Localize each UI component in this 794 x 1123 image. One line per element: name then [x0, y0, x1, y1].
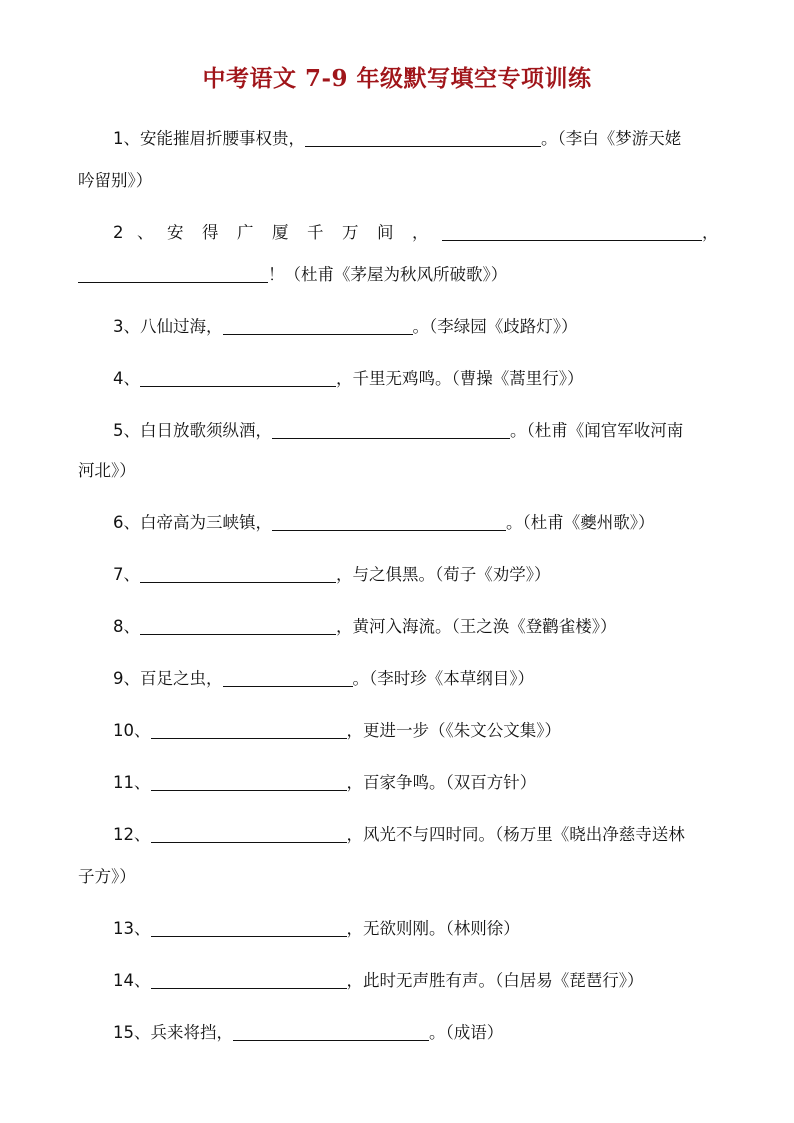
prompt-char: 、	[137, 223, 154, 242]
question-number: 12、	[113, 825, 151, 844]
question-number: 3、	[113, 317, 140, 336]
question-1-continuation: 吟留别》）	[78, 171, 153, 190]
answer-blank[interactable]	[140, 566, 336, 583]
question-prompt: 白日放歌须纵酒，	[140, 421, 272, 440]
question-number: 15、	[113, 1023, 151, 1042]
answer-blank[interactable]	[78, 266, 268, 283]
question-source: ！（杜甫《茅屋为秋风所破歌》）	[268, 265, 508, 284]
question-prompt: 八仙过海，	[140, 317, 223, 336]
answer-blank[interactable]	[151, 972, 347, 989]
prompt-char: 千	[307, 223, 324, 242]
question-source: ，此时无声胜有声。（白居易《琵琶行》）	[346, 971, 644, 990]
prompt-char: 间	[377, 223, 394, 242]
question-number: 4、	[113, 369, 140, 388]
question-3	[113, 316, 578, 338]
question-number: 9、	[113, 669, 140, 688]
question-15	[113, 1022, 503, 1044]
question-source: ，千里无鸡鸣。（曹操《蒿里行》）	[336, 369, 584, 388]
question-number: 10、	[113, 721, 151, 740]
question-number: 5、	[113, 421, 140, 440]
question-8	[113, 616, 617, 638]
prompt-char: 安	[167, 223, 184, 242]
question-prompt: 白帝高为三峡镇，	[140, 513, 272, 532]
question-prompt: 安能摧眉折腰事权贵，	[140, 129, 305, 148]
question-4	[113, 368, 584, 390]
question-punct: ，	[702, 223, 719, 242]
question-source: 。（李白《梦游天姥	[541, 129, 682, 148]
question-2-continuation	[78, 264, 507, 286]
question-source: 。（李绿园《歧路灯》）	[412, 317, 578, 336]
question-9	[113, 668, 534, 690]
question-source: 。（杜甫《夔州歌》）	[506, 513, 655, 532]
answer-blank[interactable]	[151, 722, 347, 739]
question-10	[113, 720, 561, 742]
prompt-char: 厦	[272, 223, 289, 242]
question-14	[113, 970, 644, 992]
answer-blank[interactable]	[233, 1024, 429, 1041]
question-5	[113, 420, 683, 442]
question-source: ，与之俱黑。（荀子《劝学》）	[336, 565, 551, 584]
question-13	[113, 918, 520, 940]
answer-blank[interactable]	[223, 670, 353, 687]
answer-blank[interactable]	[272, 422, 510, 439]
answer-blank[interactable]	[140, 370, 336, 387]
question-number: 8、	[113, 617, 140, 636]
question-11	[113, 772, 536, 794]
answer-blank[interactable]	[272, 514, 506, 531]
question-number: 7、	[113, 565, 140, 584]
question-source: ，百家争鸣。（双百方针）	[346, 773, 537, 792]
prompt-char: 广	[237, 223, 254, 242]
question-number: 11、	[113, 773, 151, 792]
answer-blank[interactable]	[151, 920, 347, 937]
answer-blank[interactable]	[151, 826, 347, 843]
prompt-char: 得	[202, 223, 219, 242]
question-number: 6、	[113, 513, 140, 532]
question-number: 13、	[113, 919, 151, 938]
question-source: ，风光不与四时同。（杨万里《晓出净慈寺送林	[346, 825, 685, 844]
question-2	[113, 222, 719, 244]
question-12	[113, 824, 685, 846]
prompt-char: 万	[342, 223, 359, 242]
answer-blank[interactable]	[305, 130, 541, 147]
question-1	[113, 128, 681, 150]
question-prompt: 百足之虫，	[140, 669, 223, 688]
answer-blank[interactable]	[151, 774, 347, 791]
answer-blank[interactable]	[442, 224, 702, 241]
question-5-continuation: 河北》）	[78, 461, 136, 480]
question-number: 1、	[113, 129, 140, 148]
question-7	[113, 564, 551, 586]
question-12-continuation: 子方》）	[78, 867, 136, 886]
question-source: 。（成语）	[429, 1023, 504, 1042]
question-6	[113, 512, 655, 534]
question-number: 2	[113, 223, 124, 242]
question-source: ，无欲则刚。（林则徐）	[346, 919, 520, 938]
question-prompt: 兵来将挡，	[150, 1023, 233, 1042]
answer-blank[interactable]	[223, 318, 413, 335]
question-source: 。（李时珍《本草纲目》）	[352, 669, 534, 688]
question-source: ，更进一步（《朱文公文集》）	[346, 721, 561, 740]
question-source: 。（杜甫《闻官军收河南	[510, 421, 684, 440]
question-number: 14、	[113, 971, 151, 990]
answer-blank[interactable]	[140, 618, 336, 635]
question-source: ，黄河入海流。（王之涣《登鹳雀楼》）	[336, 617, 617, 636]
page-title: 中考语文 7-9 年级默写填空专项训练	[202, 65, 592, 92]
prompt-char: ，	[412, 223, 429, 242]
